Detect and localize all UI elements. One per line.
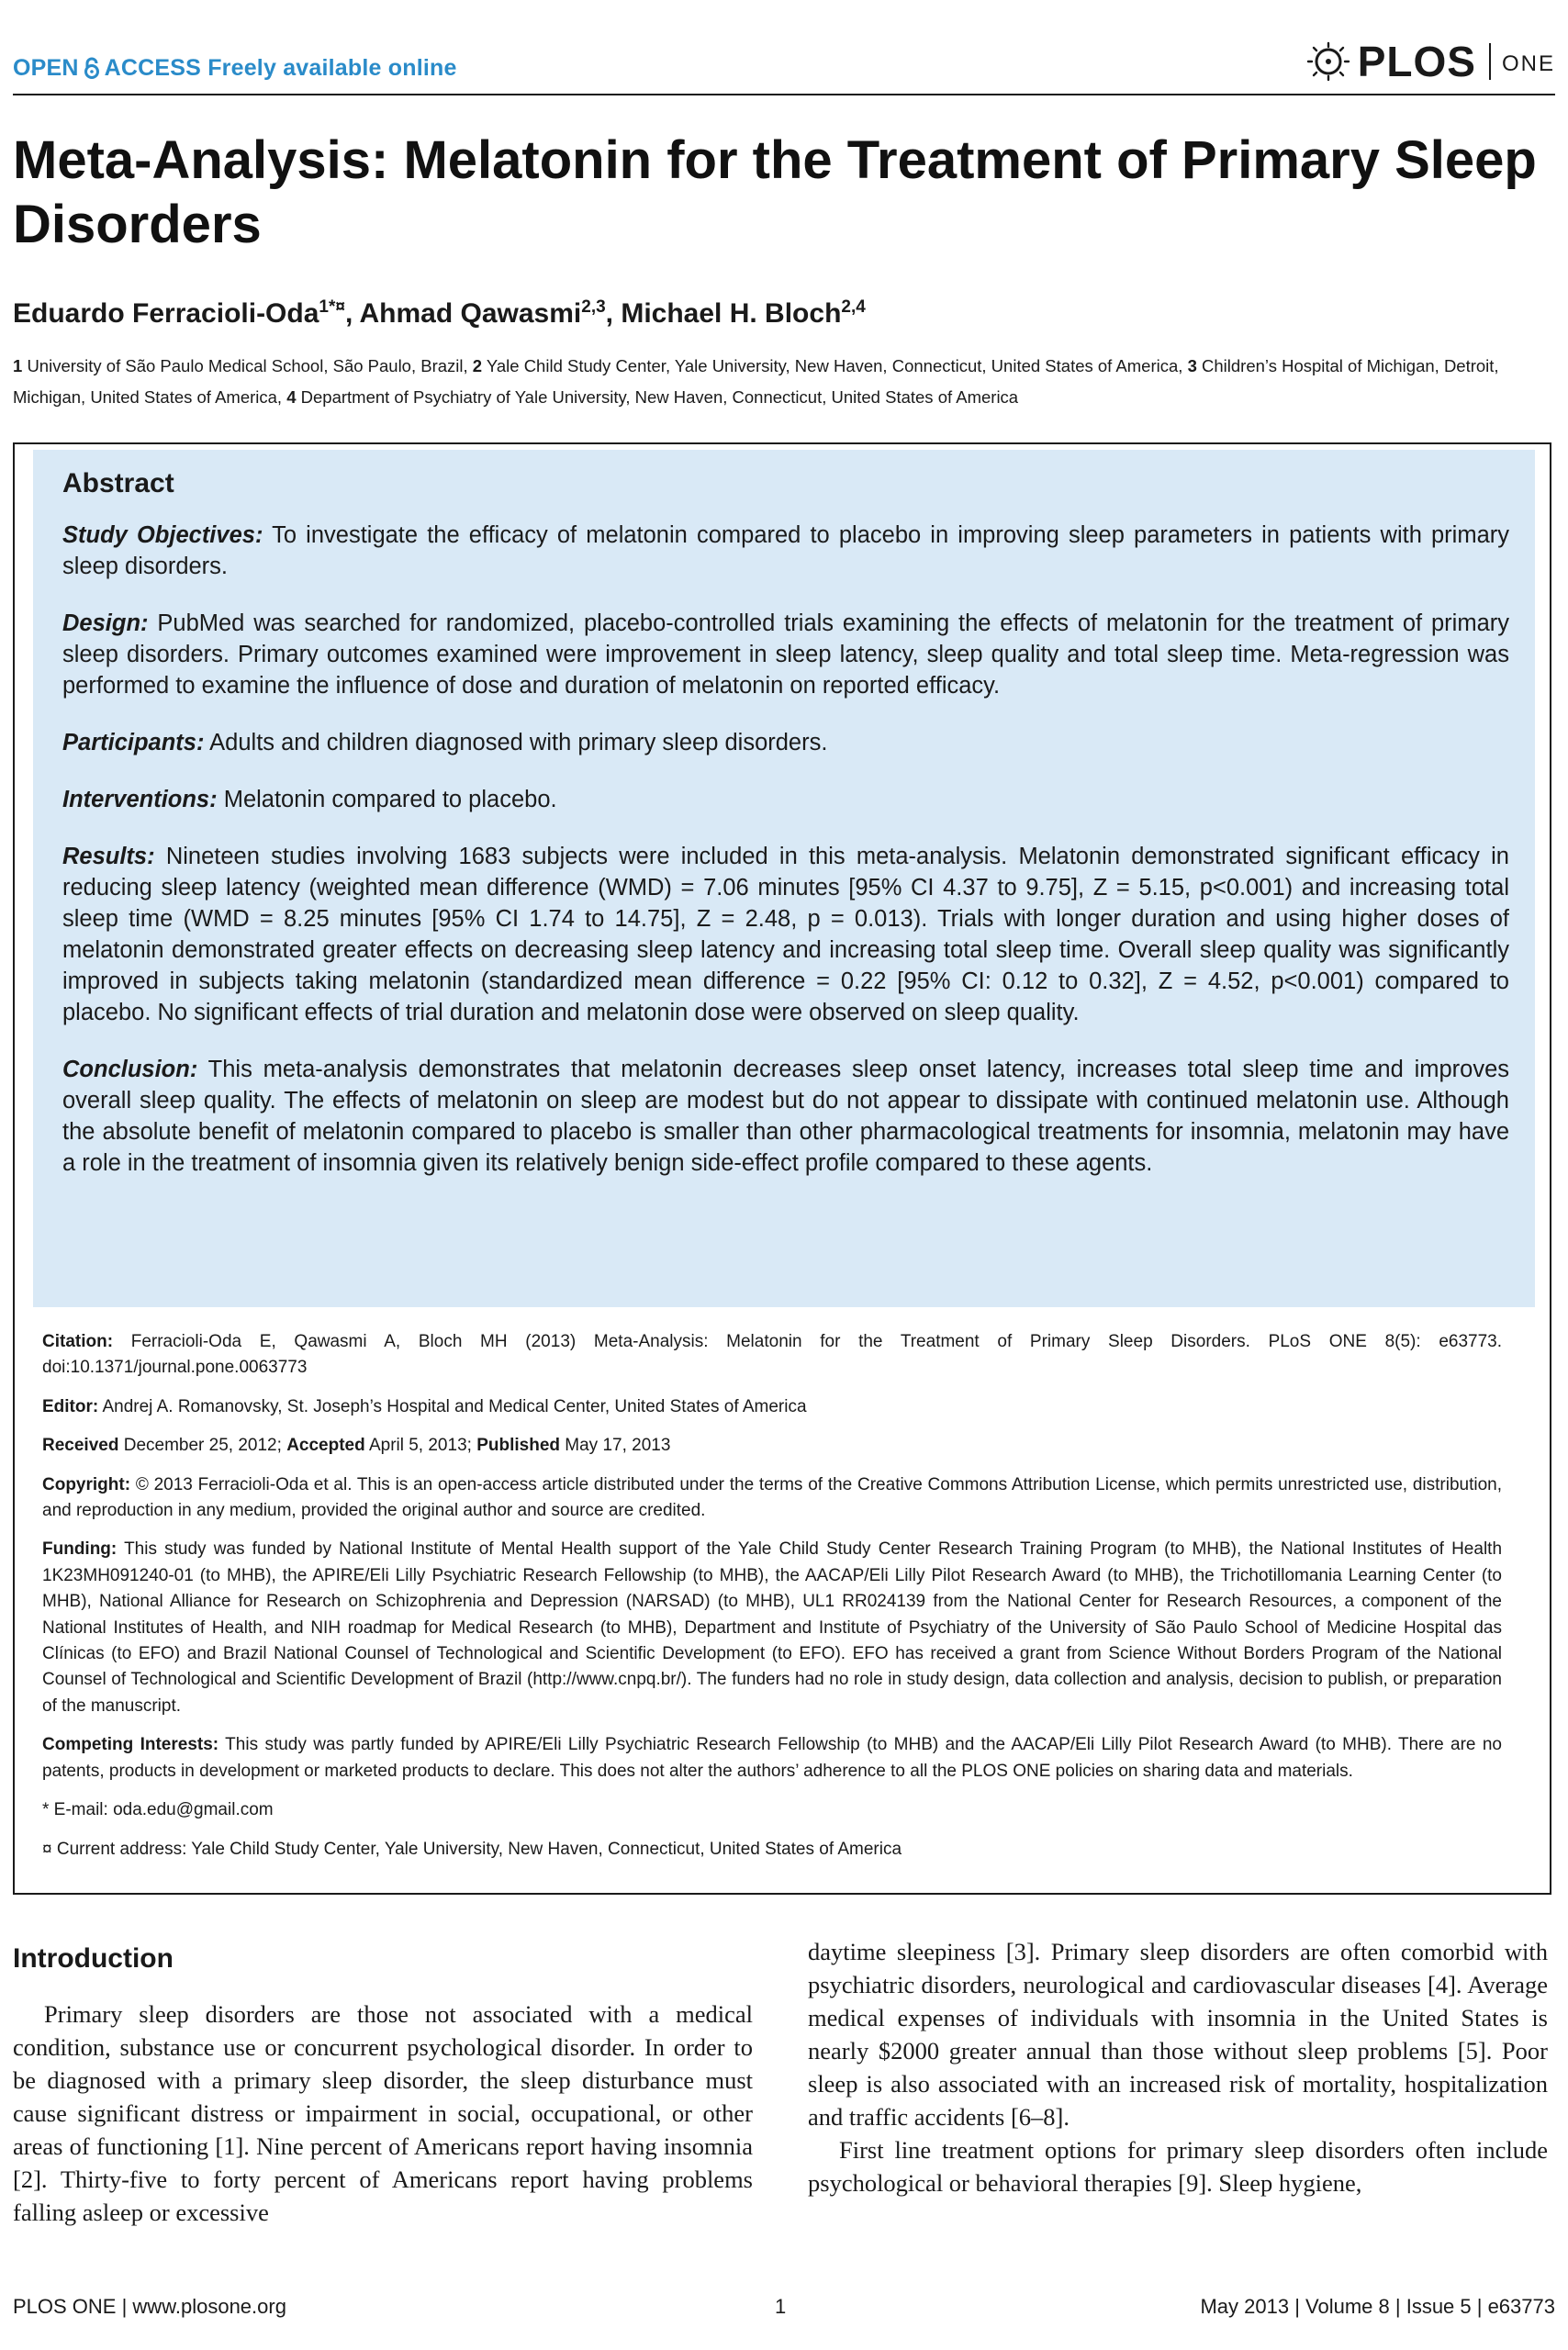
accepted-label: Accepted (286, 1436, 365, 1456)
page-footer (13, 2295, 1555, 2322)
author-list (13, 297, 866, 330)
open-access-banner (13, 55, 457, 82)
author-affiliation-marker: 1*¤ (319, 297, 345, 317)
one-logo-text: ONE (1501, 51, 1555, 76)
open-access-suffix: ACCESS Freely available online (104, 55, 457, 81)
abstract-section (62, 727, 1509, 758)
received-label: Received (42, 1436, 119, 1456)
plos-sun-icon (1305, 41, 1352, 82)
copyright (42, 1472, 1502, 1525)
open-access-prefix: OPEN (13, 55, 79, 81)
author-separator: , (344, 298, 360, 329)
author-separator: , (605, 298, 622, 329)
citation-text: Ferracioli-Oda E, Qawasmi A, Bloch MH (2013) Meta-Analysis: Melatonin for the Treatment of Primary Sleep Disorders. PLoS ONE 8(5): e63773. doi:10.1371/journal.pone.0063773 (42, 1332, 1503, 1378)
published-date: May 17, 2013 (565, 1436, 671, 1456)
abstract-section-label: Interventions: (62, 787, 218, 812)
affiliation-text: Children’s Hospital of Michigan, Detroit, Michigan, United States of America, (13, 356, 1499, 407)
citation (42, 1329, 1502, 1382)
competing-interests (42, 1732, 1502, 1785)
body-column-left (13, 1935, 753, 2229)
affiliation-text: Department of Psychiatry of Yale University, New Haven, Connecticut, United States of America (300, 387, 1019, 407)
author-name: Michael H. Bloch (621, 298, 842, 329)
header-rule (13, 94, 1555, 95)
funding (42, 1537, 1502, 1719)
page-number: 1 (775, 2295, 787, 2318)
footer-issue: May 2013 | Volume 8 | Issue 5 | e63773 (1200, 2295, 1555, 2318)
affiliation-text: Yale Child Study Center, Yale University, New Haven, Connecticut, United States of America, (486, 356, 1183, 375)
abstract-section-text: PubMed was searched for randomized, placebo-controlled trials examining the effects of melatonin for the treatment of primary sleep disorders. Primary outcomes examined were improvement in sleep latency, sleep quality and total sleep time. Meta-regression was performed to examine the influence of dose and duration of melatonin on reported efficacy. (62, 610, 1509, 699)
citation-label: Citation: (42, 1332, 114, 1351)
copyright-label: Copyright: (42, 1474, 131, 1494)
article-title: Meta-Analysis: Melatonin for the Treatment of Primary Sleep Disorders (13, 130, 1537, 254)
body-paragraph: First line treatment options for primary sleep disorders often include psychological or behavioral therapies [9]. Sleep hygiene, (808, 2136, 1548, 2197)
abstract-heading: Abstract (62, 468, 174, 498)
introduction-heading: Introduction (13, 1943, 174, 1974)
body-column-right (808, 1935, 1548, 2199)
abstract-section-text: This meta-analysis demonstrates that melatonin decreases sleep onset latency, increases total sleep time and improves overall sleep quality. The effects of melatonin on sleep are modest but do not appear to dissipate with continued melatonin use. Although the absolute benefit of melatonin compared to placebo is smaller than other pharmacological treatments for insomnia, melatonin may have a role in the treatment of insomnia given its relatively benign side-effect profile compared to these agents. (62, 1057, 1510, 1176)
affiliation-number: 2 (472, 356, 483, 375)
affiliation-number: 1 (13, 356, 23, 375)
published-label: Published (476, 1436, 560, 1456)
logo-divider (1489, 43, 1491, 80)
abstract-section (62, 841, 1509, 1028)
plos-logo-text: PLOS (1357, 38, 1476, 85)
affiliation-text: University of São Paulo Medical School, São Paulo, Brazil, (27, 356, 468, 375)
abstract-box (33, 450, 1535, 1307)
article-info (42, 1329, 1502, 1875)
body-paragraph: Primary sleep disorders are those not associated with a medical condition, substance use or concurrent psychological disorder. In order to be diagnosed with a primary sleep disorder, the sleep disturbance must cause significant distress or impairment in social, occupational, or other areas of functioning [1]. Nine percent of Americans report having insomnia [2]. Thirty-five to forty percent of Americans report having problems falling asleep or excessive (13, 2000, 753, 2226)
editor-label: Editor: (42, 1396, 99, 1416)
accepted-date: April 5, 2013; (368, 1436, 472, 1456)
affiliations (13, 351, 1557, 413)
author-affiliation-marker: 2,3 (581, 297, 606, 317)
funding-text: This study was funded by National Institute of Mental Health support of the Yale Child Study Center Research Training Program (to MHB), the National Institutes of Health 1K23MH091240-01 (to MHB), the APIRE/Eli Lilly Psychiatric Research Fellowship (to MHB), the AACAP/Eli Lilly Pilot Research Award (to MHB), the Trichotillomania Learning Center (to MHB), National Alliance for Research on Schizophrenia and Depression (NARSAD) (to MHB), UL1 RR024139 from the National Center for Research Resources, a component of the National Institutes of Health, and NIH roadmap for Medical Research (to MHB), Department and Institute of Psychiatry of the University of São Paulo School of Medicine Hospital das Clínicas (to EFO) and Brazil National Counsel of Technological and Scientific Development (to EFO). EFO has received a grant from Science Without Borders Program of the National Counsel of Technological and Scientific Development of Brazil (http://www.cnpq.br/). The funders had no role in study design, data collection and analysis, decision to publish, or preparation of the manuscript. (42, 1539, 1503, 1716)
abstract-section-text: Nineteen studies involving 1683 subjects were included in this meta-analysis. Melatonin demonstrated significant efficacy in reducing sleep latency (weighted mean difference (WMD) = 7.06 minutes [95% CI 4.37 to 9.75], Z = 5.15, p<0.001) and increasing total sleep time (WMD = 8.25 minutes [95% CI 1.74 to 14.75], Z = 2.48, p = 0.013). Trials with longer duration and using higher doses of melatonin demonstrated greater effects on decreasing sleep latency and increasing total sleep time. Overall sleep quality was significantly improved in subjects taking melatonin (standardized mean difference = 0.22 [95% CI: 0.12 to 0.32], Z = 4.52, p<0.001) compared to placebo. No significant effects of trial duration and melatonin dose were observed on sleep quality. (62, 844, 1509, 1025)
plos-one-logo (1305, 39, 1555, 84)
current-address: ¤ Current address: Yale Child Study Center, Yale University, New Haven, Connecticut, United States of America (42, 1839, 902, 1859)
author-name: Eduardo Ferracioli-Oda (13, 298, 319, 329)
abstract-section-text: Melatonin compared to placebo. (223, 787, 557, 812)
author-name: Ahmad Qawasmi (359, 298, 582, 329)
journal-header (13, 39, 1555, 94)
abstract-section-label: Study Objectives: (62, 522, 263, 548)
author-affiliation-marker: 2,4 (841, 297, 866, 317)
editor (42, 1394, 1502, 1420)
competing-interests-text: This study was partly funded by APIRE/Eli Lilly Psychiatric Research Fellowship (to MHB) and the AACAP/Eli Lilly Pilot Research Award (to MHB). There are no patents, products in development or marketed products to declare. This does not alter the authors’ adherence to all the PLOS ONE policies on sharing data and materials. (42, 1735, 1502, 1781)
affiliation-number: 3 (1187, 356, 1197, 375)
abstract-section-label: Design: (62, 610, 149, 636)
abstract-section-label: Participants: (62, 730, 205, 755)
corresponding-email: * E-mail: oda.edu@gmail.com (42, 1800, 274, 1820)
open-access-lock-icon (83, 57, 101, 79)
abstract-section (62, 1054, 1509, 1179)
abstract-section-label: Results: (62, 844, 155, 869)
copyright-text: © 2013 Ferracioli-Oda et al. This is an open-access article distributed under the terms of the Creative Commons Attribution License, which permits unrestricted use, distribution, and reproduction in any medium, provided the original author and source are credited. (42, 1474, 1502, 1521)
abstract-section (62, 520, 1509, 582)
abstract-section (62, 608, 1509, 701)
dates (42, 1433, 1502, 1459)
abstract-section-text: Adults and children diagnosed with primary sleep disorders. (209, 730, 828, 755)
abstract-section-label: Conclusion: (62, 1057, 198, 1082)
editor-text: Andrej A. Romanovsky, St. Joseph’s Hospital and Medical Center, United States of America (102, 1396, 807, 1416)
abstract-section (62, 784, 1509, 815)
funding-label: Funding: (42, 1539, 118, 1560)
abstract-section-text: To investigate the efficacy of melatonin compared to placebo in improving sleep parameters in patients with primary sleep disorders. (62, 522, 1510, 579)
competing-interests-label: Competing Interests: (42, 1735, 219, 1755)
affiliation-number: 4 (286, 387, 297, 407)
footer-journal: PLOS ONE | www.plosone.org (13, 2295, 286, 2318)
body-paragraph: daytime sleepiness [3]. Primary sleep disorders are often comorbid with psychiatric disorders, neurological and cardiovascular diseases [4]. Average medical expenses of individuals with insomnia in the United States is nearly $2000 greater annual than those without sleep problems [5]. Poor sleep is also associated with an increased risk of mortality, hospitalization and traffic accidents [6–8]. (808, 1938, 1548, 2131)
received-date: December 25, 2012; (123, 1436, 282, 1456)
